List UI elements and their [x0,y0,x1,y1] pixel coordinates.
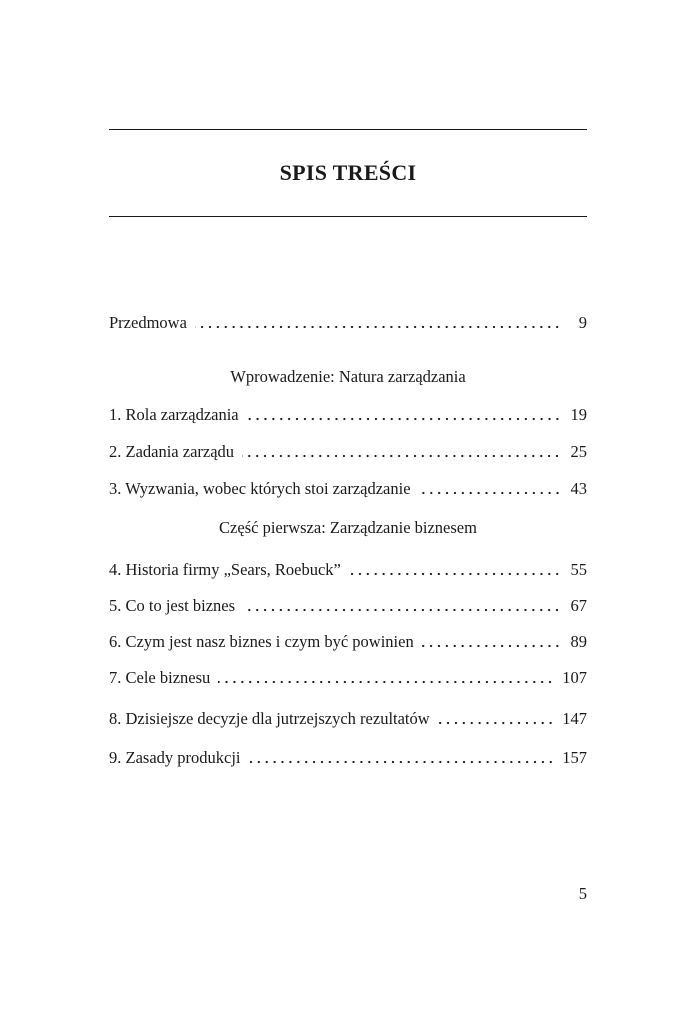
toc-dot-leader [419,491,561,495]
toc-entry-page: 43 [570,479,587,498]
toc-dot-leader [247,417,561,421]
toc-entry-preface [109,312,587,334]
section-heading-part1: Część pierwsza: Zarządzanie biznesem [219,518,477,537]
toc-entry-page: 9 [578,313,587,332]
toc-entry-2 [109,441,587,463]
toc-entry-page: 107 [562,668,587,687]
toc-entry-label: 1. Rola zarządzania [109,405,239,424]
toc-dot-leader [218,680,554,684]
toc-dot-leader [249,760,555,764]
toc-entry-label: 2. Zadania zarządu [109,442,235,461]
section-heading-intro: Wprowadzenie: Natura zarządzania [230,367,466,386]
title-rule-bottom [109,216,587,217]
toc-dot-leader [422,644,561,648]
toc-entry-page: 147 [562,709,587,728]
toc-dot-leader [349,572,561,576]
toc-entry-page: 25 [570,442,587,461]
toc-entry-6 [109,631,587,653]
toc-entry-label: 9. Zasady produkcji [109,748,241,767]
toc-entry-9 [109,747,587,769]
toc-entry-page: 19 [570,405,587,424]
toc-entry-1 [109,404,587,426]
toc-entry-4 [109,559,587,581]
toc-entry-label: 4. Historia firmy „Sears, Roebuck” [109,560,341,579]
toc-entry-label: 7. Cele biznesu [109,668,211,687]
toc-dot-leader [438,721,555,725]
toc-entry-7 [109,667,587,689]
toc-entry-8 [109,708,587,730]
title-rule-top [109,129,587,130]
toc-dot-leader [242,454,561,458]
toc-entry-page: 55 [570,560,587,579]
toc-dot-leader [243,608,561,612]
page-number: 5 [578,884,587,903]
toc-dot-leader [195,325,561,329]
toc-entry-label: 5. Co to jest biznes [109,596,236,615]
toc-entry-page: 67 [570,596,587,615]
toc-entry-5 [109,595,587,617]
toc-entry-3 [109,478,587,500]
toc-entry-label: Przedmowa [109,313,187,332]
toc-entry-label: 8. Dzisiejsze decyzje dla jutrzejszych rezultatów [109,709,430,728]
toc-entry-label: 6. Czym jest nasz biznes i czym być powinien [109,632,414,651]
toc-entry-label: 3. Wyzwania, wobec których stoi zarządzanie [109,479,411,498]
toc-entry-page: 89 [570,632,587,651]
toc-entry-page: 157 [562,748,587,767]
page-title: SPIS TREŚCI [279,160,417,185]
